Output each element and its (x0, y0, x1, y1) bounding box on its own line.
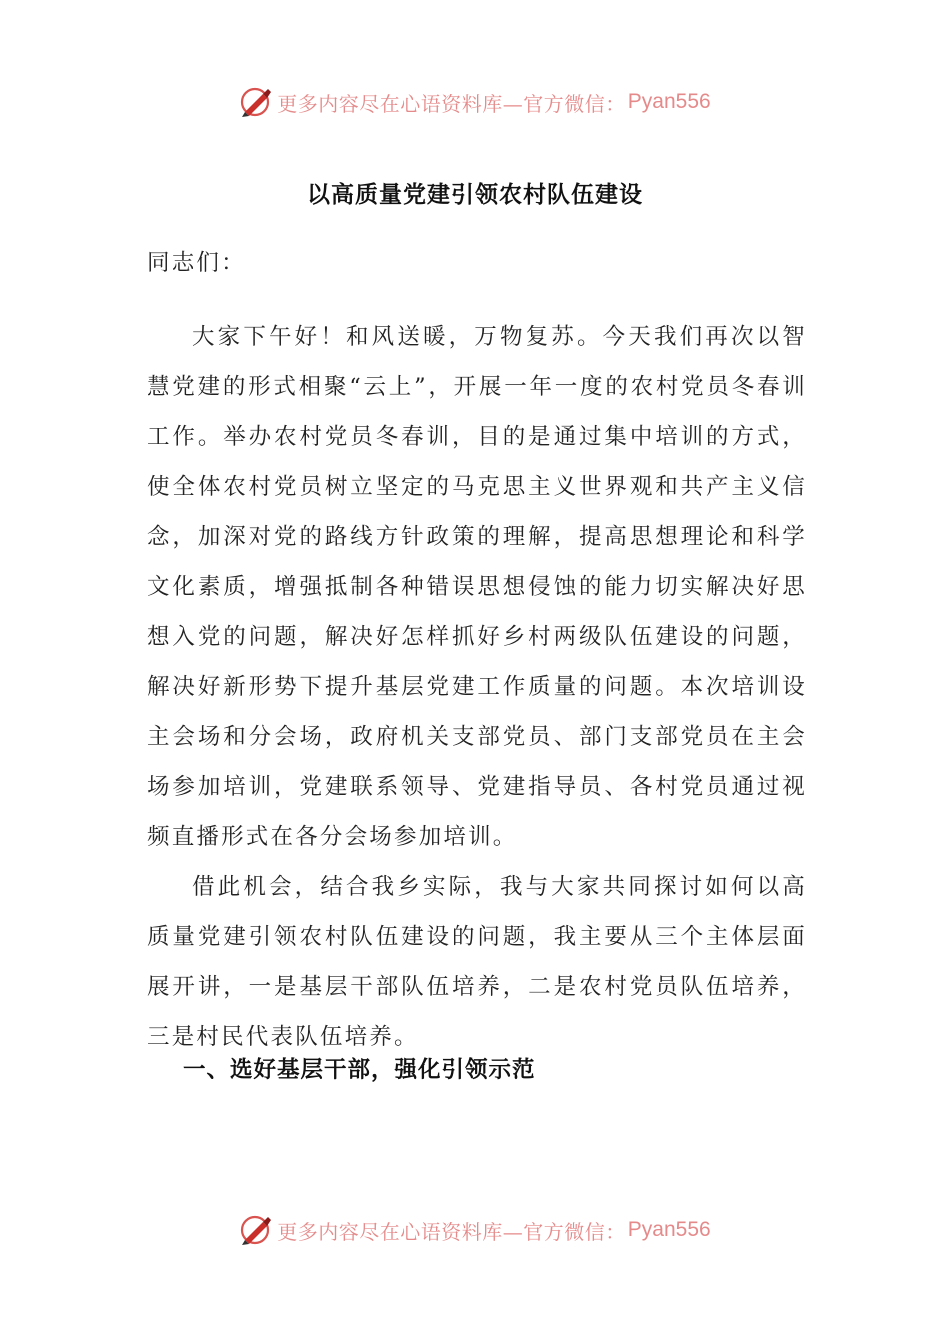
banner-text: 更多内容尽在心语资料库—官方微信： (277, 1219, 626, 1244)
document-body (147, 238, 807, 1062)
footer-banner (0, 1210, 950, 1250)
banner-wechat-id: Pyan556 (627, 1218, 711, 1241)
paragraph: 大家下午好！和风送暖，万物复苏。今天我们再次以智慧党建的形式相聚“云上”，开展一年一度的农村党员冬春训工作。举办农村党员冬春训，目的是通过集中培训的方式，使全体农村党员树立坚定的马克思主义世界观和共产主义信念，加深对党的路线方针政策的理解，提高思想理论和科学文化素质，增强抵制各种错误思想侵蚀的能力切实解决好思想入党的问题，解决好怎样抓好乡村两级队伍建设的问题，解决好新形势下提升基层党建工作质量的问题。本次培训设主会场和分会场，政府机关支部党员、部门支部党员在主会场参加培训，党建联系领导、党建指导员、各村党员通过视频直播形式在各分会场参加培训。 (147, 324, 807, 850)
header-banner (0, 82, 950, 122)
document-title: 以高质量党建引领农村队伍建设 (307, 182, 643, 208)
paragraph: 借此机会，结合我乡实际，我与大家共同探讨如何以高质量党建引领农村队伍建设的问题，我主要从三个主体层面展开讲，一是基层干部队伍培养，二是农村党员队伍培养，三是村民代表队伍培养。 (147, 874, 807, 1050)
banner-wechat-id: Pyan556 (627, 90, 711, 113)
salutation: 同志们： (147, 250, 246, 276)
pen-logo-icon (239, 1213, 273, 1247)
section-heading: 一、选好基层干部，强化引领示范 (183, 1057, 536, 1083)
banner-text: 更多内容尽在心语资料库—官方微信： (277, 91, 626, 116)
pen-logo-icon (239, 85, 273, 119)
